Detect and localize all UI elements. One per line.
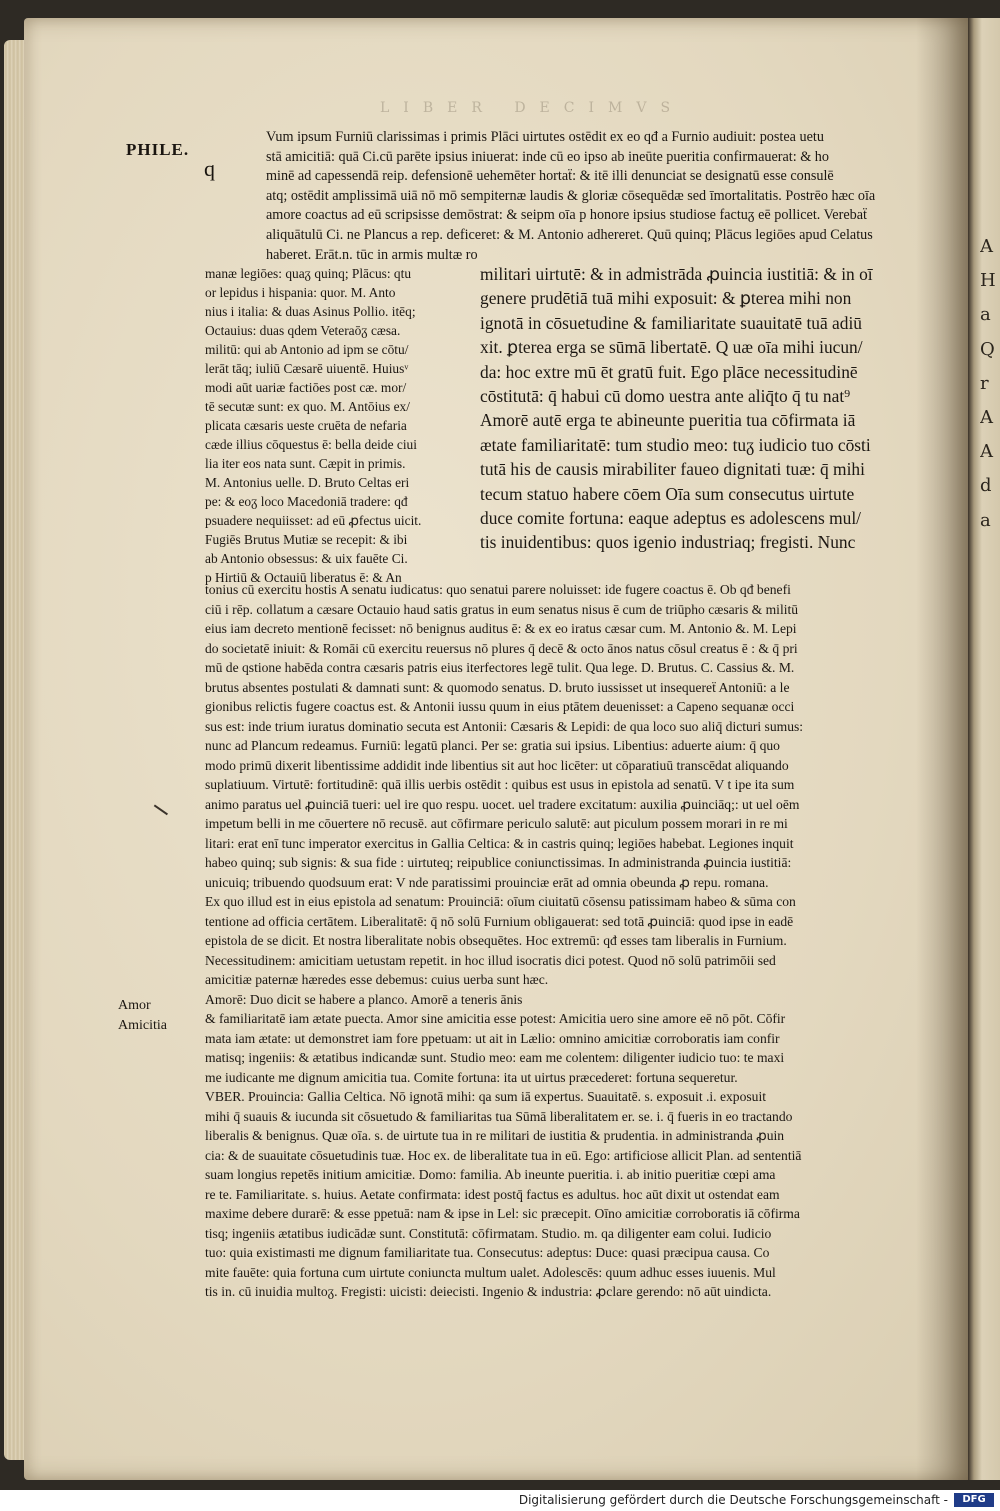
- facing-page-letters: [980, 230, 1000, 538]
- text-line: tonius cū exercitu hostis A senatu iudicatus: quo senatui parere noluisset: ide fugere coactus ē. Ob qđ benefi: [205, 582, 791, 597]
- text-line: impetum belli in me cōuertere nō recusē. aut cōfirmare periculo salutē: aut piculum possem morari in re mi: [205, 816, 788, 831]
- text-line: ab Antonio obsessus: & uix fauēte Ci.: [205, 551, 408, 566]
- text-line: Amorē autē erga te abineunte pueritia tua cōfirmata iā: [480, 410, 856, 431]
- text-line: lia iter eos nata sunt. Cæpit in primis.: [205, 456, 406, 471]
- text-line: gionibus relictis fugere coactus est. & Antonii iussu quum in eius ptātem deuenisset: a Capeno sequanæ occi: [205, 699, 795, 714]
- text-line: psuadere nequiisset: ad eū ꝓfectus uicit.: [205, 513, 422, 528]
- text-line: cia: & de suauitate cōsuetudinis tuæ. Hoc ex. de liberalitate tua in eū. Ego: artificiose allicit Plan. ad sententiā: [205, 1147, 802, 1163]
- text-line: amore coactus ad eū scripsisse demōstrat: & seipm oīa p honore ipsius studiose factuᵹ eē pollicet. Verebaẗ: [266, 207, 867, 224]
- text-line: ætate familiaritatē: tum studio meo: tuᵹ iudicio tuo cōsti: [480, 434, 871, 455]
- text-line: eius iam decreto mentionē fecisset: nō benignus auditus ē: & ex eo iratus cæsar cum. M. Antonio &. M. Lepi: [205, 621, 797, 636]
- text-line: stā amicitiā: quā Ci.cū parēte ipsius iniuerat: inde cū eo ipso ab ineūte pueritia confirmauerat: & ho: [266, 148, 829, 165]
- commentary-left-column: [205, 264, 473, 587]
- text-line: sus est: inde trium iuratus dominatio secuta est Antonii: Cæsaris & Lepidi: de qua loco suo aliq̄ dicturi sumus:: [205, 718, 804, 734]
- text-line: cōstitutā: q̄ habui cū domo uestra ante aliq̄to q̄ tu nat⁹: [480, 386, 851, 407]
- edge-letter: H: [980, 270, 996, 292]
- text-line: tis inuidentibus: quos igenio industriaq; fregisti. Nunc: [480, 532, 856, 553]
- text-line: minē ad capessendā reip. defensionē uehemēter hortaẗ: & itē illi denunciat se designatū esse consulē: [266, 168, 834, 185]
- text-line: brutus absentes postulati & damnati sunt: & quomodo senatus. D. bruto iussisset ut insequereẗ Antoniū: a le: [205, 679, 790, 695]
- text-line: suam longius repetēs initium amicitiæ. Domo: familia. Ab ineunte pueritia. i. ab initio pueritiæ cœpi ama: [205, 1167, 776, 1182]
- text-line: aliquātulū Ci. ne Plancus a rep. deficeret: & M. Antonio adhereret. Quū quinq; Plācus legiōes apud Celatus: [266, 226, 873, 243]
- edge-letter: a: [980, 509, 991, 531]
- edge-letter: A: [980, 406, 993, 428]
- edge-letter: r: [980, 372, 989, 394]
- text-line: animo paratus uel ꝓuinciā tueri: uel ire quo respu. uocet. uel tradere excitatum: auxilia ꝓuinciāq;: ut uel oēm: [205, 796, 800, 812]
- text-line: da: hoc extre mū ēt gratū fuit. Ego plāce necessitudinē: [480, 361, 858, 382]
- text-line: modi aūt uariæ factiōes post cæ. mor/: [205, 380, 407, 395]
- text-line: tis in. cū inuidia multoᵹ. Fregisti: uicisti: deiecisti. Ingenio & industria: ꝓclare gerendo: nō aūt uindicta.: [205, 1284, 772, 1299]
- text-line: VBER. Prouincia: Gallia Celtica. Nō ignotā mihi: qa sum iā expertus. Suauitatē. s. exposuit .i. exposuit: [205, 1089, 767, 1104]
- text-line: mihi q̄ suauis & iucunda sit cōsuetudo & familiaritas tua Sūmā liberalitatem er. se. i. q̄ fueris in eo tractando: [205, 1108, 793, 1124]
- text-line: Necessitudinem: amicitiam uetustam repetit. in hoc illud isocratis dici potest. Quod nō solū patrimōii sed: [205, 952, 776, 968]
- text-line: militari uirtutē: & in admistrāda ꝓuincia iustitiā: & in oī: [480, 264, 873, 284]
- text-line: tutā his de causis mirabiliter faueo dignitati tuæ: q̄ mihi: [480, 459, 865, 480]
- text-line: cæde illius cōquestus ē: bella deide ciui: [205, 437, 417, 452]
- text-line: tē secutæ sunt: ex quo. M. Antōius ex/: [205, 399, 410, 414]
- text-line: re te. Familiaritate. s. huius. Aetate confirmata: idest postq̄ factus es adultus. hoc aūt dixit ut ostendat eam: [205, 1186, 780, 1202]
- show-through-header: LIBER DECIMVS: [380, 100, 685, 116]
- text-line: tuo: quia existimasti me dignum familiaritate tua. Consecutus: adeptus: Duce: quasi præcipua causa. Co: [205, 1245, 770, 1260]
- text-line: militū: qui ab Antonio ad ipm se cōtu/: [205, 342, 409, 357]
- text-line: liberalis & benignus. Quæ oīa. s. de uirtute tua in re militari de iustitia & prudentia. in administranda ꝓuin: [205, 1128, 785, 1143]
- text-line: habeo quinq; sub signis: & sua fide : uirtuteq; reipublice coniunctissimas. In administranda ꝓuincia iustitiā:: [205, 855, 792, 870]
- running-head: PHILE.: [126, 140, 190, 159]
- text-line: tecum statuo habere cōem Oīa sum consecutus uirtute: [480, 483, 855, 504]
- main-text-block: [266, 128, 942, 265]
- dfg-logo: DFG: [954, 1493, 994, 1507]
- text-line: Octauius: duas qdem Veteraōᵹ cæsa.: [205, 323, 401, 338]
- edge-letter: A: [980, 236, 993, 257]
- text-line: & familiaritatē iam ætate puecta. Amor sine amicitia esse potest: Amicitia uero sine amore eē nō pōt. Cōfir: [205, 1011, 786, 1026]
- text-line: me iudicante me dignum amicitia tua. Comite fortuna: ita ut uirtus præcederet: fortuna sequeretur.: [205, 1069, 738, 1085]
- text-line: amicitiæ paternæ hæredes esse debemus: cuius uerba sunt hæc.: [205, 972, 549, 987]
- footer-credit: Digitalisierung gefördert durch die Deutsche Forschungsgemeinschaft -: [518, 1493, 948, 1507]
- text-line: do societatē iniuit: & Romāi cū exercitu reuersus nō plures q̄ decē & octo ānos natus cōsul creatus ē : & q̄ pri: [205, 640, 798, 656]
- text-line: duce comite fortuna: eaque adeptus es adolescens mul/: [480, 508, 862, 529]
- edge-letter: d: [980, 475, 992, 497]
- text-line: tisq; ingeniis ætatibus iudicādæ sunt. Constitutā: cōfirmatam. Studio. m. qa diligenter eam colui. Iudicio: [205, 1225, 772, 1241]
- text-line: nunc ad Plancum redeamus. Furniū: legatū planci. Per se: gratia sui ipsius. Libentius: aduerte aium: q̄ quo: [205, 738, 780, 753]
- text-line: p Hirtiū & Octauiū liberatus ē: & An: [205, 570, 402, 585]
- text-line: pe: & eoᵹ loco Macedoniā tradere: qđ: [205, 494, 408, 509]
- text-line: ignotā in cōsuetudine & familiaritate suauitatē tuā adiū: [480, 312, 862, 333]
- text-line: modo primū dixerit libentissime addidit inde libentius sit aut hoc licēter: ut cōparatiuū transcēdat aliquando: [205, 757, 789, 773]
- initial-letter: q: [204, 156, 215, 181]
- text-line: mū de qstione habēda contra cæsaris patris eius iterfectores legē tulit. Qua lege. D. Brutus. C. Cassius &. M.: [205, 660, 795, 675]
- text-line: plicata cæsaris ueste cruēta de nefaria: [205, 418, 407, 433]
- text-line: Fugiēs Brutus Mutiæ se recepit: & ibi: [205, 532, 408, 547]
- edge-letter: a: [980, 304, 991, 326]
- text-line: xit. ꝑterea erga se sūmā libertatē. Q uæ oīa mihi iucun/: [480, 337, 863, 358]
- text-line: matisq; ingeniis: & ætatibus indicandæ sunt. Studio meo: eam me colentem: diligenter iudicio tuo: te maxi: [205, 1050, 785, 1065]
- text-line: M. Antonius uelle. D. Bruto Celtas eri: [205, 475, 410, 490]
- text-line: or lepidus i hispania: quor. M. Anto: [205, 285, 396, 300]
- text-line: atq; ostēdit amplissimā uiā nō mō sempiternæ laudis & gloriæ cōsequēdæ sed īmortalitatis. Postrēo hæc oīa: [266, 187, 876, 204]
- text-line: tentione ad officia certātem. Liberalitatē: q̄ nō solū Furnium obligauerat: sed totā ꝓuinciā: quod ipse in eadē: [205, 913, 794, 929]
- text-line: Amorē: Duo dicit se habere a planco. Amorē a teneris ānis: [205, 991, 523, 1007]
- text-line: nius i italia: & duas Asinus Pollio. itēq;: [205, 304, 416, 319]
- text-line: Vum ipsum Furniū clarissimas i primis Plāci uirtutes ostēdit ex eo qđ a Furnio audiuit: postea uetu: [266, 129, 824, 145]
- margin-note: [118, 996, 167, 1036]
- text-line: maxime debere durarē: & esse ppetuā: nam & ipse in Lel: sic præcepit. Oīno amicitiæ corroboratis iā cōfirma: [205, 1206, 800, 1221]
- text-line: mite fauēte: quia fortuna cum uirtute coniuncta multum ualet. Adolescēs: quum adhuc esses iuuenis. Mul: [205, 1264, 776, 1280]
- text-line: unicuiq; tribuendo quodsuum erat: V nde paratissimi prouinciæ erāt ad omnia obeunda ꝓ repu. romana.: [205, 874, 769, 890]
- edge-letter: A: [980, 441, 993, 463]
- text-line: genere prudētiā tuā mihi exposuit: & ꝑterea mihi non: [480, 288, 852, 309]
- edge-letter: Q: [980, 338, 995, 360]
- text-line: mata iam ætate: ut demonstret iam fore ppetuam: ut ait in Lælio: omnino amicitiæ corroboratis iam confir: [205, 1030, 780, 1046]
- text-line: suplatiuum. Virtutē: fortitudinē: quā illis uerbis ostēdit : quibus est usus in epistola ad senatū. V t ipe ita sum: [205, 777, 795, 792]
- text-line: epistola de se dicit. Et nostra liberalitate nobis obsequētes. Hoc extremū: qđ esses tam liberalis in Furnium.: [205, 933, 787, 948]
- text-line: Ex quo illud est in eius epistola ad senatum: Prouinciā: oīum ciuitatū cōsensu patissimam habeo & sūma con: [205, 894, 796, 909]
- text-line: haberet. Erāt.n. tūc in armis multæ ro: [266, 246, 478, 263]
- commentary-lower-block: [205, 580, 945, 1302]
- text-line: ciū i rēp. collatum a cæsare Octauio haud satis gratus in eum senatus nisus ē cum de triūpho cæsaris & militū: [205, 601, 799, 617]
- letter-text-column: [480, 262, 944, 555]
- text-line: lerāt tāq; iuliū Cæsarē uiuentē. Huiusᵛ: [205, 361, 409, 376]
- text-line: litari: erat enī tunc imperator exercitus in Gallia Celtica: & in castris quinq; legiōes habebat. Legiones inquit: [205, 835, 794, 851]
- margin-note-line: Amicitia: [118, 1018, 167, 1033]
- footer-bar: [0, 1490, 1000, 1511]
- text-line: manæ legiōes: quaᵹ quinq; Plācus: qtu: [205, 266, 412, 281]
- margin-note-line: Amor: [118, 998, 151, 1013]
